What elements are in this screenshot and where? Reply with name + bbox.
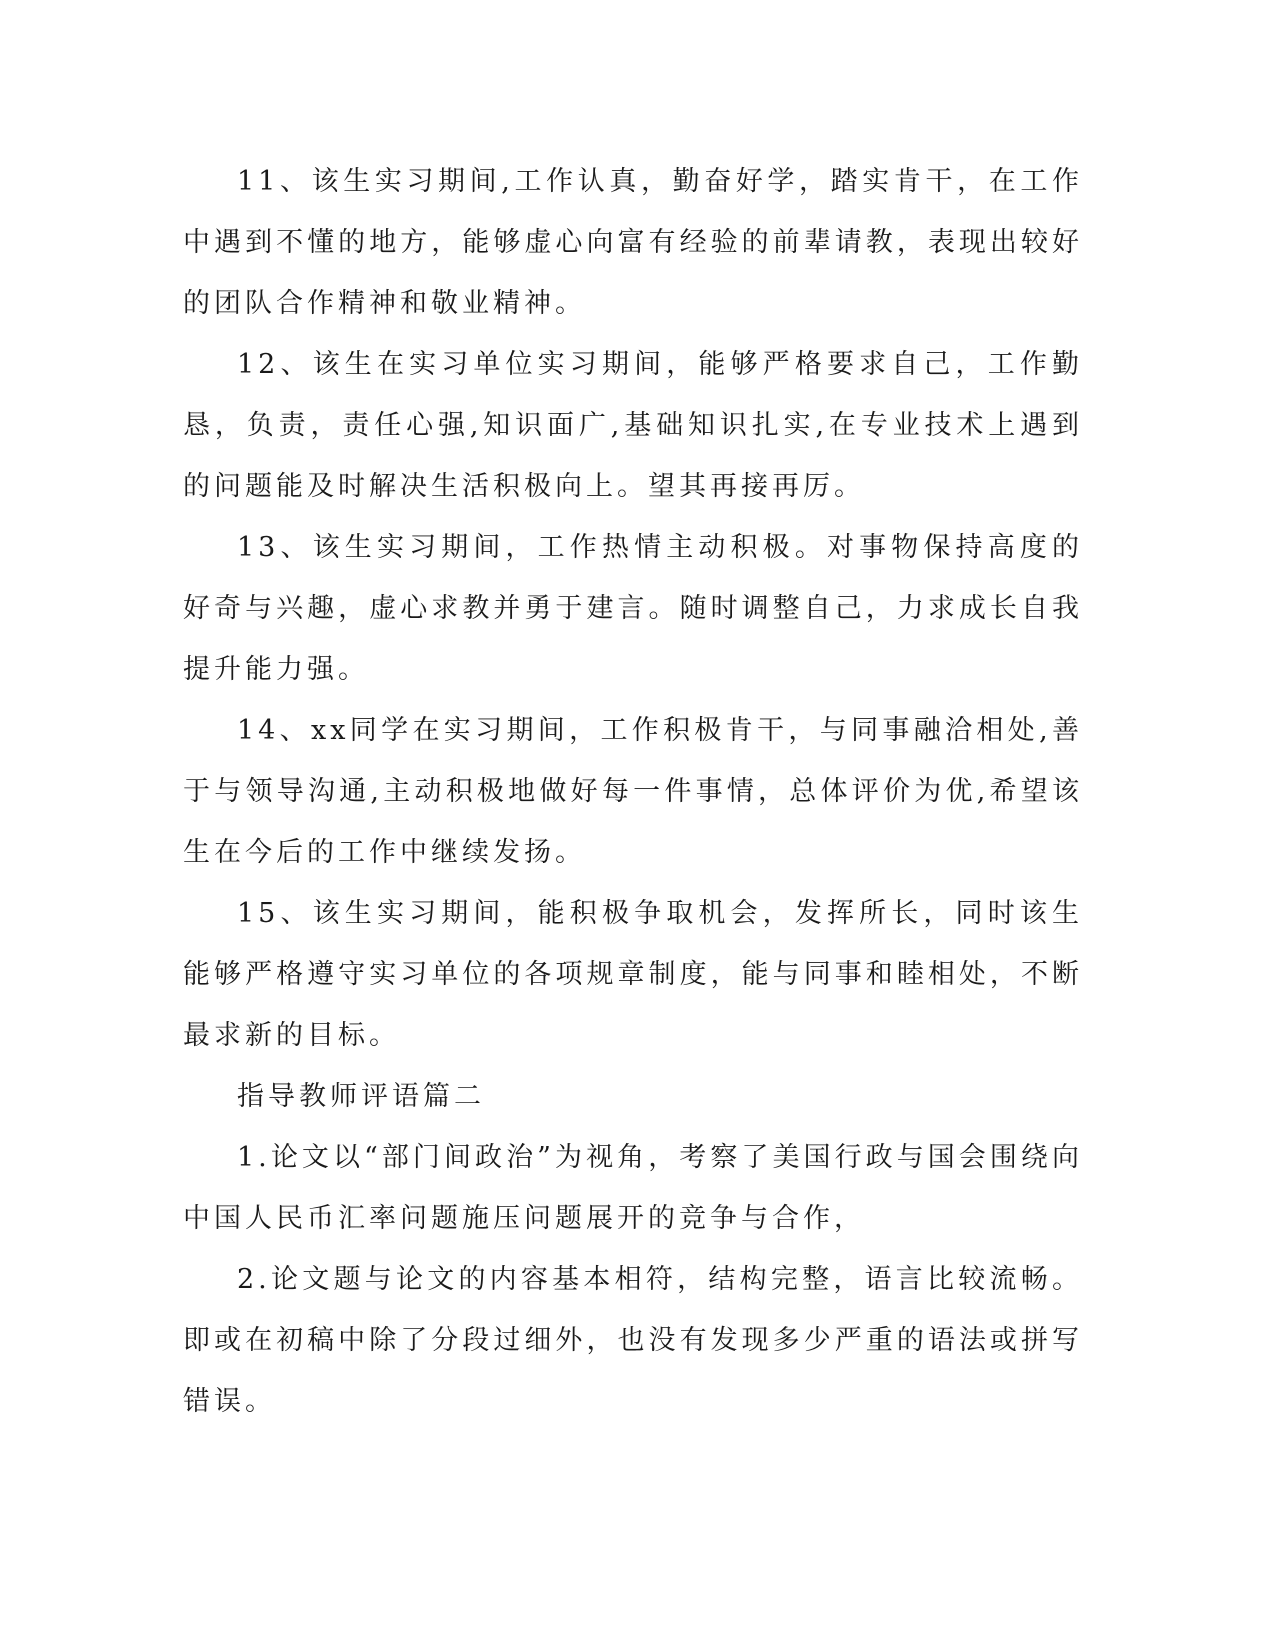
paragraph-11: 11、该生实习期间,工作认真，勤奋好学，踏实肯干，在工作中遇到不懂的地方，能够虚心向富有经验的前辈请教，表现出较好的团队合作精神和敬业精神。	[183, 166, 1083, 319]
paragraph-15: 15、该生实习期间，能积极争取机会，发挥所长，同时该生能够严格遵守实习单位的各项规章制度，能与同事和睦相处，不断最求新的目标。	[183, 898, 1083, 1051]
paragraph-14: 14、xx同学在实习期间，工作积极肯干，与同事融洽相处,善于与领导沟通,主动积极地做好每一件事情，总体评价为优,希望该生在今后的工作中继续发扬。	[183, 715, 1083, 868]
paragraph-12: 12、该生在实习单位实习期间，能够严格要求自己，工作勤恳，负责，责任心强,知识面广,基础知识扎实,在专业技术上遇到的问题能及时解决生活积极向上。望其再接再厉。	[183, 349, 1083, 502]
paragraph-comment-2: 2.论文题与论文的内容基本相符，结构完整，语言比较流畅。即或在初稿中除了分段过细外，也没有发现多少严重的语法或拼写错误。	[183, 1264, 1083, 1417]
paragraph-comment-1: 1.论文以“部门间政治”为视角，考察了美国行政与国会围绕向中国人民币汇率问题施压问题展开的竞争与合作，	[183, 1142, 1083, 1234]
paragraph-13: 13、该生实习期间，工作热情主动积极。对事物保持高度的好奇与兴趣，虚心求教并勇于建言。随时调整自己，力求成长自我提升能力强。	[183, 532, 1083, 685]
section-heading: 指导教师评语篇二	[237, 1081, 485, 1112]
document-page	[183, 151, 1083, 1432]
